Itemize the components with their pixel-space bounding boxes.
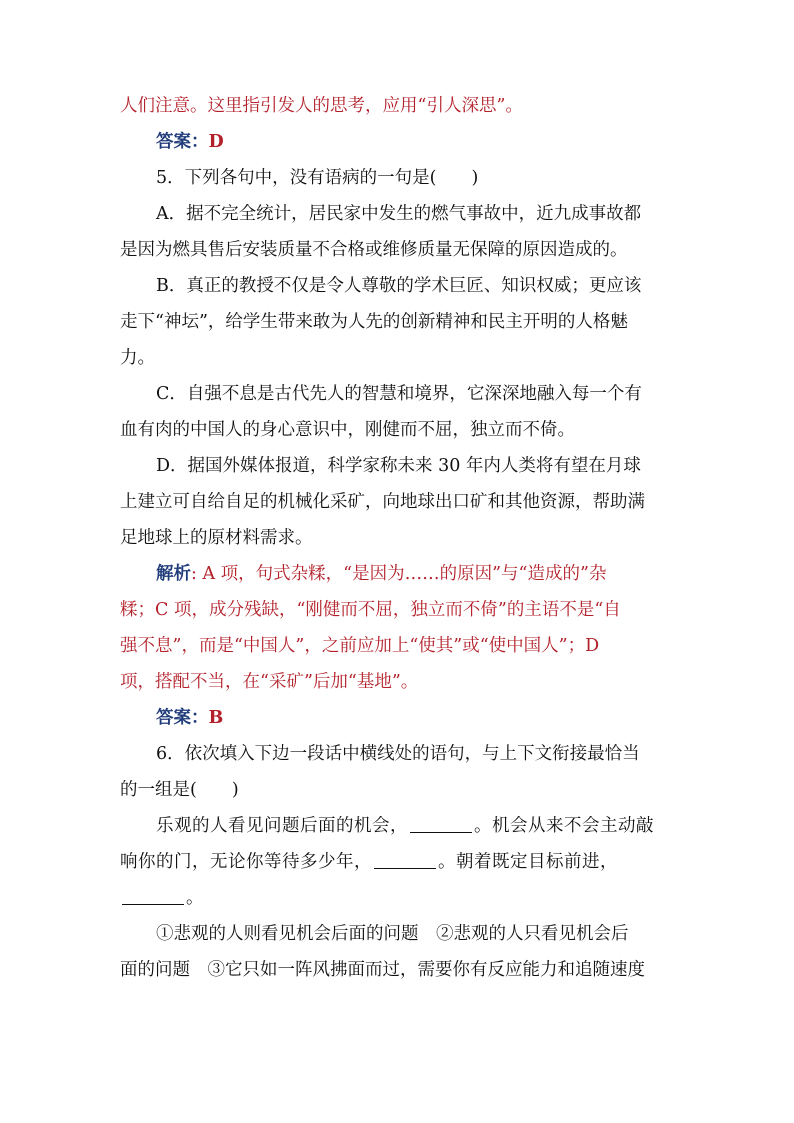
q5-option-c-line-1: C．自强不息是古代先人的智慧和境界，它深深地融入每一个有 [156,384,642,404]
passage-text: 。朝着既定目标前进， [438,852,618,872]
question-6-stem-line-1: 6．依次填入下边一段话中横线处的语句，与上下文衔接最恰当 [156,744,640,764]
q5-option-b-line-2: 走下“神坛”，给学生带来敢为人先的创新精神和民主开明的人格魅 [120,312,628,332]
passage-text: 。机会从来不会主动敲 [474,816,654,836]
q5-option-a-line-1: A．据不完全统计，居民家中发生的燃气事故中，近九成事故都 [156,204,642,224]
q5-option-b-line-1: B．真正的教授不仅是令人尊敬的学术巨匠、知识权威；更应该 [156,276,642,296]
explanation-line-1 [120,556,676,592]
passage-text: 响你的门，无论你等待多少年， [120,852,372,872]
passage-text: 。 [186,888,204,908]
q6-passage-line-1 [120,808,676,844]
q5-option-b-line-3: 力。 [120,348,155,368]
answer-label: 答案： [156,708,209,728]
fill-blank-2 [374,850,436,869]
answer-line-2 [120,700,676,736]
document-page [120,88,676,988]
q6-options-line-2: 面的问题 ③它只如一阵风拂面而过，需要你有反应能力和追随速度 [120,960,645,980]
q5-option-d-line-2: 上建立可自给自足的机械化采矿，向地球出口矿和其他资源，帮助满 [120,492,645,512]
q5-option-d-line-3: 足地球上的原材料需求。 [120,528,313,548]
q5-option-a-line-2: 是因为燃具售后安装质量不合格或维修质量无保障的原因造成的。 [120,240,628,260]
explanation-line-4: 项，搭配不当，在“采矿”后加“基地”。 [120,672,419,692]
explanation-line-2: 糅；C 项，成分残缺，“刚健而不屈，独立而不倚”的主语不是“自 [120,600,621,620]
fill-blank-1 [410,814,472,833]
answer-value: B [208,708,224,728]
fill-blank-3 [122,886,184,905]
q6-passage-line-2 [120,844,676,880]
q5-option-d-line-1: D．据国外媒体报道，科学家称未来 30 年内人类将有望在月球 [156,456,641,476]
explanation-line-3: 强不息”，而是“中国人”，之前应加上“使其”或“使中国人”；D [120,636,600,656]
q6-options-line-1: ①悲观的人则看见机会后面的问题 ②悲观的人只看见机会后 [156,924,629,944]
question-5-stem: 5．下列各句中，没有语病的一句是( ) [156,168,479,188]
answer-label: 答案： [156,132,209,152]
answer-value: D [208,132,224,152]
q6-passage-line-3 [120,880,676,916]
q5-option-c-line-2: 血有肉的中国人的身心意识中，刚健而不屈，独立而不倚。 [120,420,575,440]
explanation-text-1: : A 项，句式杂糅，“是因为……的原因”与“造成的”杂 [191,564,607,584]
explanation-label: 解析 [156,564,191,584]
answer-line-1 [120,124,676,160]
passage-text: 乐观的人看见问题后面的机会， [156,816,408,836]
question-6-stem-line-2: 的一组是( ) [120,780,239,800]
prev-explanation-tail: 人们注意。这里指引发人的思考，应用“引人深思”。 [120,96,523,116]
